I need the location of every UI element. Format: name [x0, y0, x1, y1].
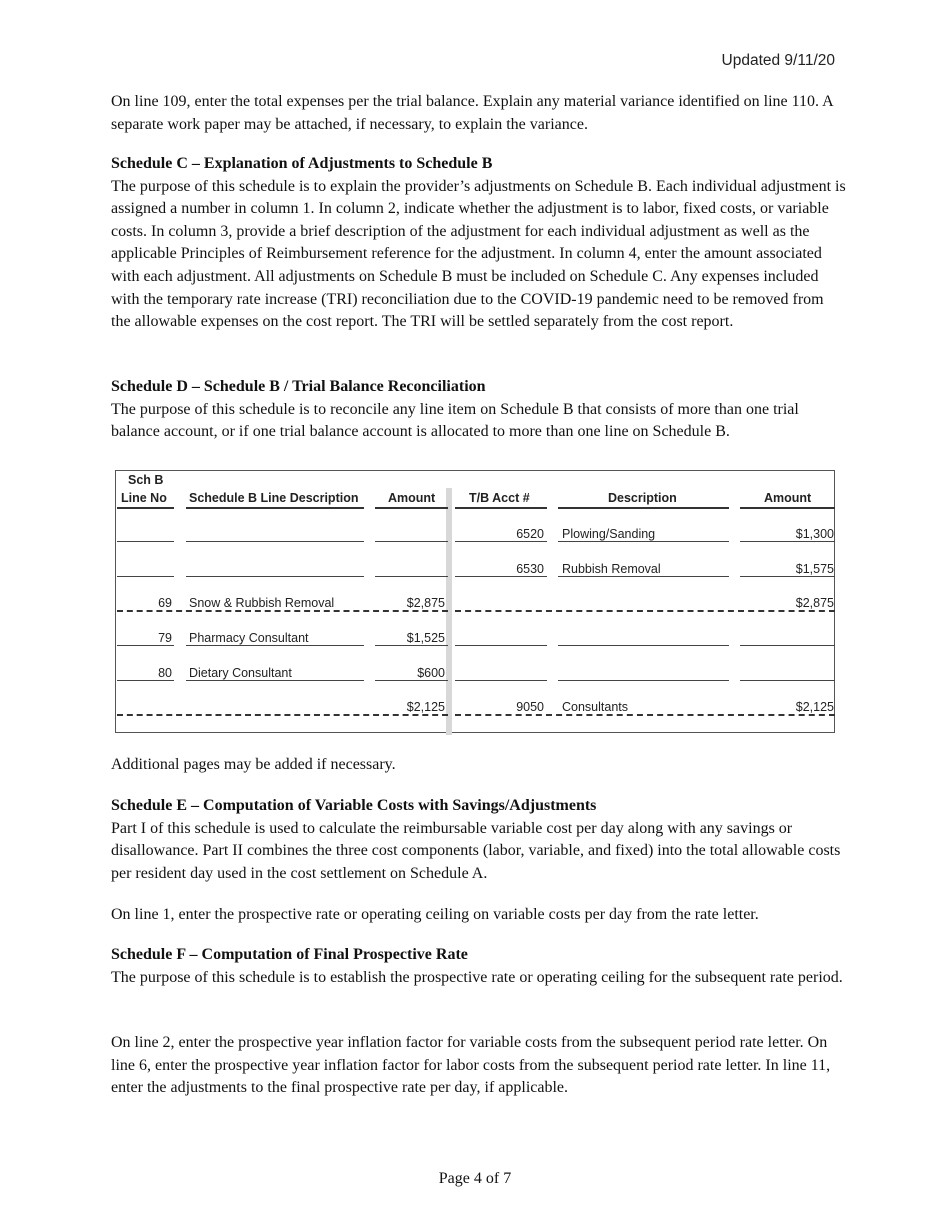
dashed-total-rule — [455, 714, 835, 716]
cell-amount: $1,525 — [406, 631, 445, 645]
schedule-f-line2: On line 2, enter the prospective year inflation factor for variable costs from the subsequent period rate letter. On line 6, enter the prospective year inflation factor for labor costs from the subsequent period rate letter. In line 11, enter the adjustments to the final prospective rate per day, if applicable. — [111, 1034, 831, 1097]
reconciliation-table — [115, 470, 835, 733]
header-rule — [455, 507, 547, 509]
row-rule — [117, 576, 174, 577]
cell-line-no: 80 — [158, 666, 172, 680]
header-line-no: Line No — [121, 491, 167, 505]
header-rule — [117, 507, 174, 509]
header-sch-b: Sch B — [128, 473, 164, 487]
schedule-c-heading: Schedule C – Explanation of Adjustments to Schedule B — [111, 155, 493, 172]
additional-pages-note: Additional pages may be added if necessary. — [111, 756, 396, 773]
cell-tb-amount: $2,125 — [795, 700, 834, 714]
schedule-f-body: The purpose of this schedule is to establish the prospective rate or operating ceiling for the subsequent rate period. — [111, 968, 843, 986]
row-rule — [455, 541, 547, 542]
header-line-description: Schedule B Line Description — [189, 491, 359, 505]
cell-amount: $600 — [417, 666, 445, 680]
cell-description: Snow & Rubbish Removal — [189, 596, 335, 610]
cell-line-no: 79 — [158, 631, 172, 645]
row-rule — [375, 645, 448, 646]
header-rule — [558, 507, 729, 509]
cell-amount: $2,875 — [406, 596, 445, 610]
cell-tb-description: Consultants — [562, 700, 629, 714]
schedule-f-section — [111, 944, 846, 989]
row-rule — [117, 645, 174, 646]
cell-tb-amount: $2,875 — [795, 596, 834, 610]
header-amount: Amount — [388, 491, 436, 505]
cell-description: Dietary Consultant — [189, 666, 292, 680]
header-rule — [740, 507, 835, 509]
row-rule — [375, 680, 448, 681]
row-rule — [186, 680, 364, 681]
header-tb-amount: Amount — [764, 491, 812, 505]
header-tb-acct: T/B Acct # — [469, 491, 530, 505]
schedule-e-section — [111, 795, 846, 885]
row-rule — [740, 576, 835, 577]
intro-paragraph: On line 109, enter the total expenses per the trial balance. Explain any material variance identified on line 110. A separate work paper may be attached, if necessary, to explain the variance. — [111, 93, 833, 133]
row-rule — [117, 680, 174, 681]
row-rule — [558, 680, 729, 681]
dashed-total-rule — [455, 610, 835, 612]
header-rule — [186, 507, 364, 509]
header-tb-description: Description — [608, 491, 677, 505]
cell-tb-amount: $1,575 — [795, 562, 834, 576]
updated-date: Updated 9/11/20 — [721, 52, 835, 69]
row-rule — [558, 541, 729, 542]
row-rule — [455, 576, 547, 577]
cell-tb-description: Rubbish Removal — [562, 562, 661, 576]
schedule-f-heading: Schedule F – Computation of Final Prospective Rate — [111, 946, 468, 963]
row-rule — [740, 680, 835, 681]
row-rule — [186, 541, 364, 542]
cell-tb-description: Plowing/Sanding — [562, 527, 656, 541]
row-rule — [740, 541, 835, 542]
row-rule — [186, 645, 364, 646]
schedule-d-section — [111, 376, 846, 444]
row-rule — [375, 576, 448, 577]
row-rule — [455, 645, 547, 646]
cell-amount: $2,125 — [406, 700, 445, 714]
cell-tb-acct: 6520 — [516, 527, 544, 541]
row-rule — [740, 645, 835, 646]
page-number: Page 4 of 7 — [438, 1170, 512, 1187]
dashed-total-rule — [117, 610, 448, 612]
row-rule — [558, 645, 729, 646]
row-rule — [455, 680, 547, 681]
cell-description: Pharmacy Consultant — [189, 631, 309, 645]
dashed-total-rule — [117, 714, 448, 716]
schedule-c-section — [111, 153, 846, 334]
row-rule — [186, 576, 364, 577]
schedule-c-body: The purpose of this schedule is to explain the provider’s adjustments on Schedule B. Each individual adjustment is assigned a number in column 1. In column 2, indicate whether the adjustment is to labor, fixed costs, or variable costs. In column 3, provide a brief description of the adjustment for each individual adjustment as well as the applicable Principles of Reimbursement reference for the adjustment. In column 4, enter the amount associated with each adjustment. All adjustments on Schedule B must be included on Schedule C. Any expenses included with the temporary rate increase (TRI) reconciliation due to the COVID-19 pandemic need to be removed from the allowable expenses on the cost report. The TRI will be settled separately from the cost report. — [111, 177, 846, 331]
row-rule — [375, 541, 448, 542]
schedule-e-heading: Schedule E – Computation of Variable Costs with Savings/Adjustments — [111, 797, 597, 814]
header-rule — [375, 507, 448, 509]
schedule-e-body: Part I of this schedule is used to calculate the reimbursable variable cost per day along with any savings or disallowance. Part II combines the three cost components (labor, variable, and fixed) into the total allowable costs per resident day used in the cost settlement on Schedule A. — [111, 819, 841, 882]
row-rule — [558, 576, 729, 577]
schedule-d-heading: Schedule D – Schedule B / Trial Balance Reconciliation — [111, 378, 486, 395]
cell-tb-acct: 9050 — [516, 700, 544, 714]
schedule-d-body: The purpose of this schedule is to reconcile any line item on Schedule B that consists of more than one trial balance account, or if one trial balance account is allocated to more than one line on Schedule B. — [111, 400, 799, 441]
schedule-e-line1: On line 1, enter the prospective rate or operating ceiling on variable costs per day from the rate letter. — [111, 906, 759, 923]
cell-tb-amount: $1,300 — [795, 527, 834, 541]
cell-line-no: 69 — [158, 596, 172, 610]
row-rule — [117, 541, 174, 542]
cell-tb-acct: 6530 — [516, 562, 544, 576]
